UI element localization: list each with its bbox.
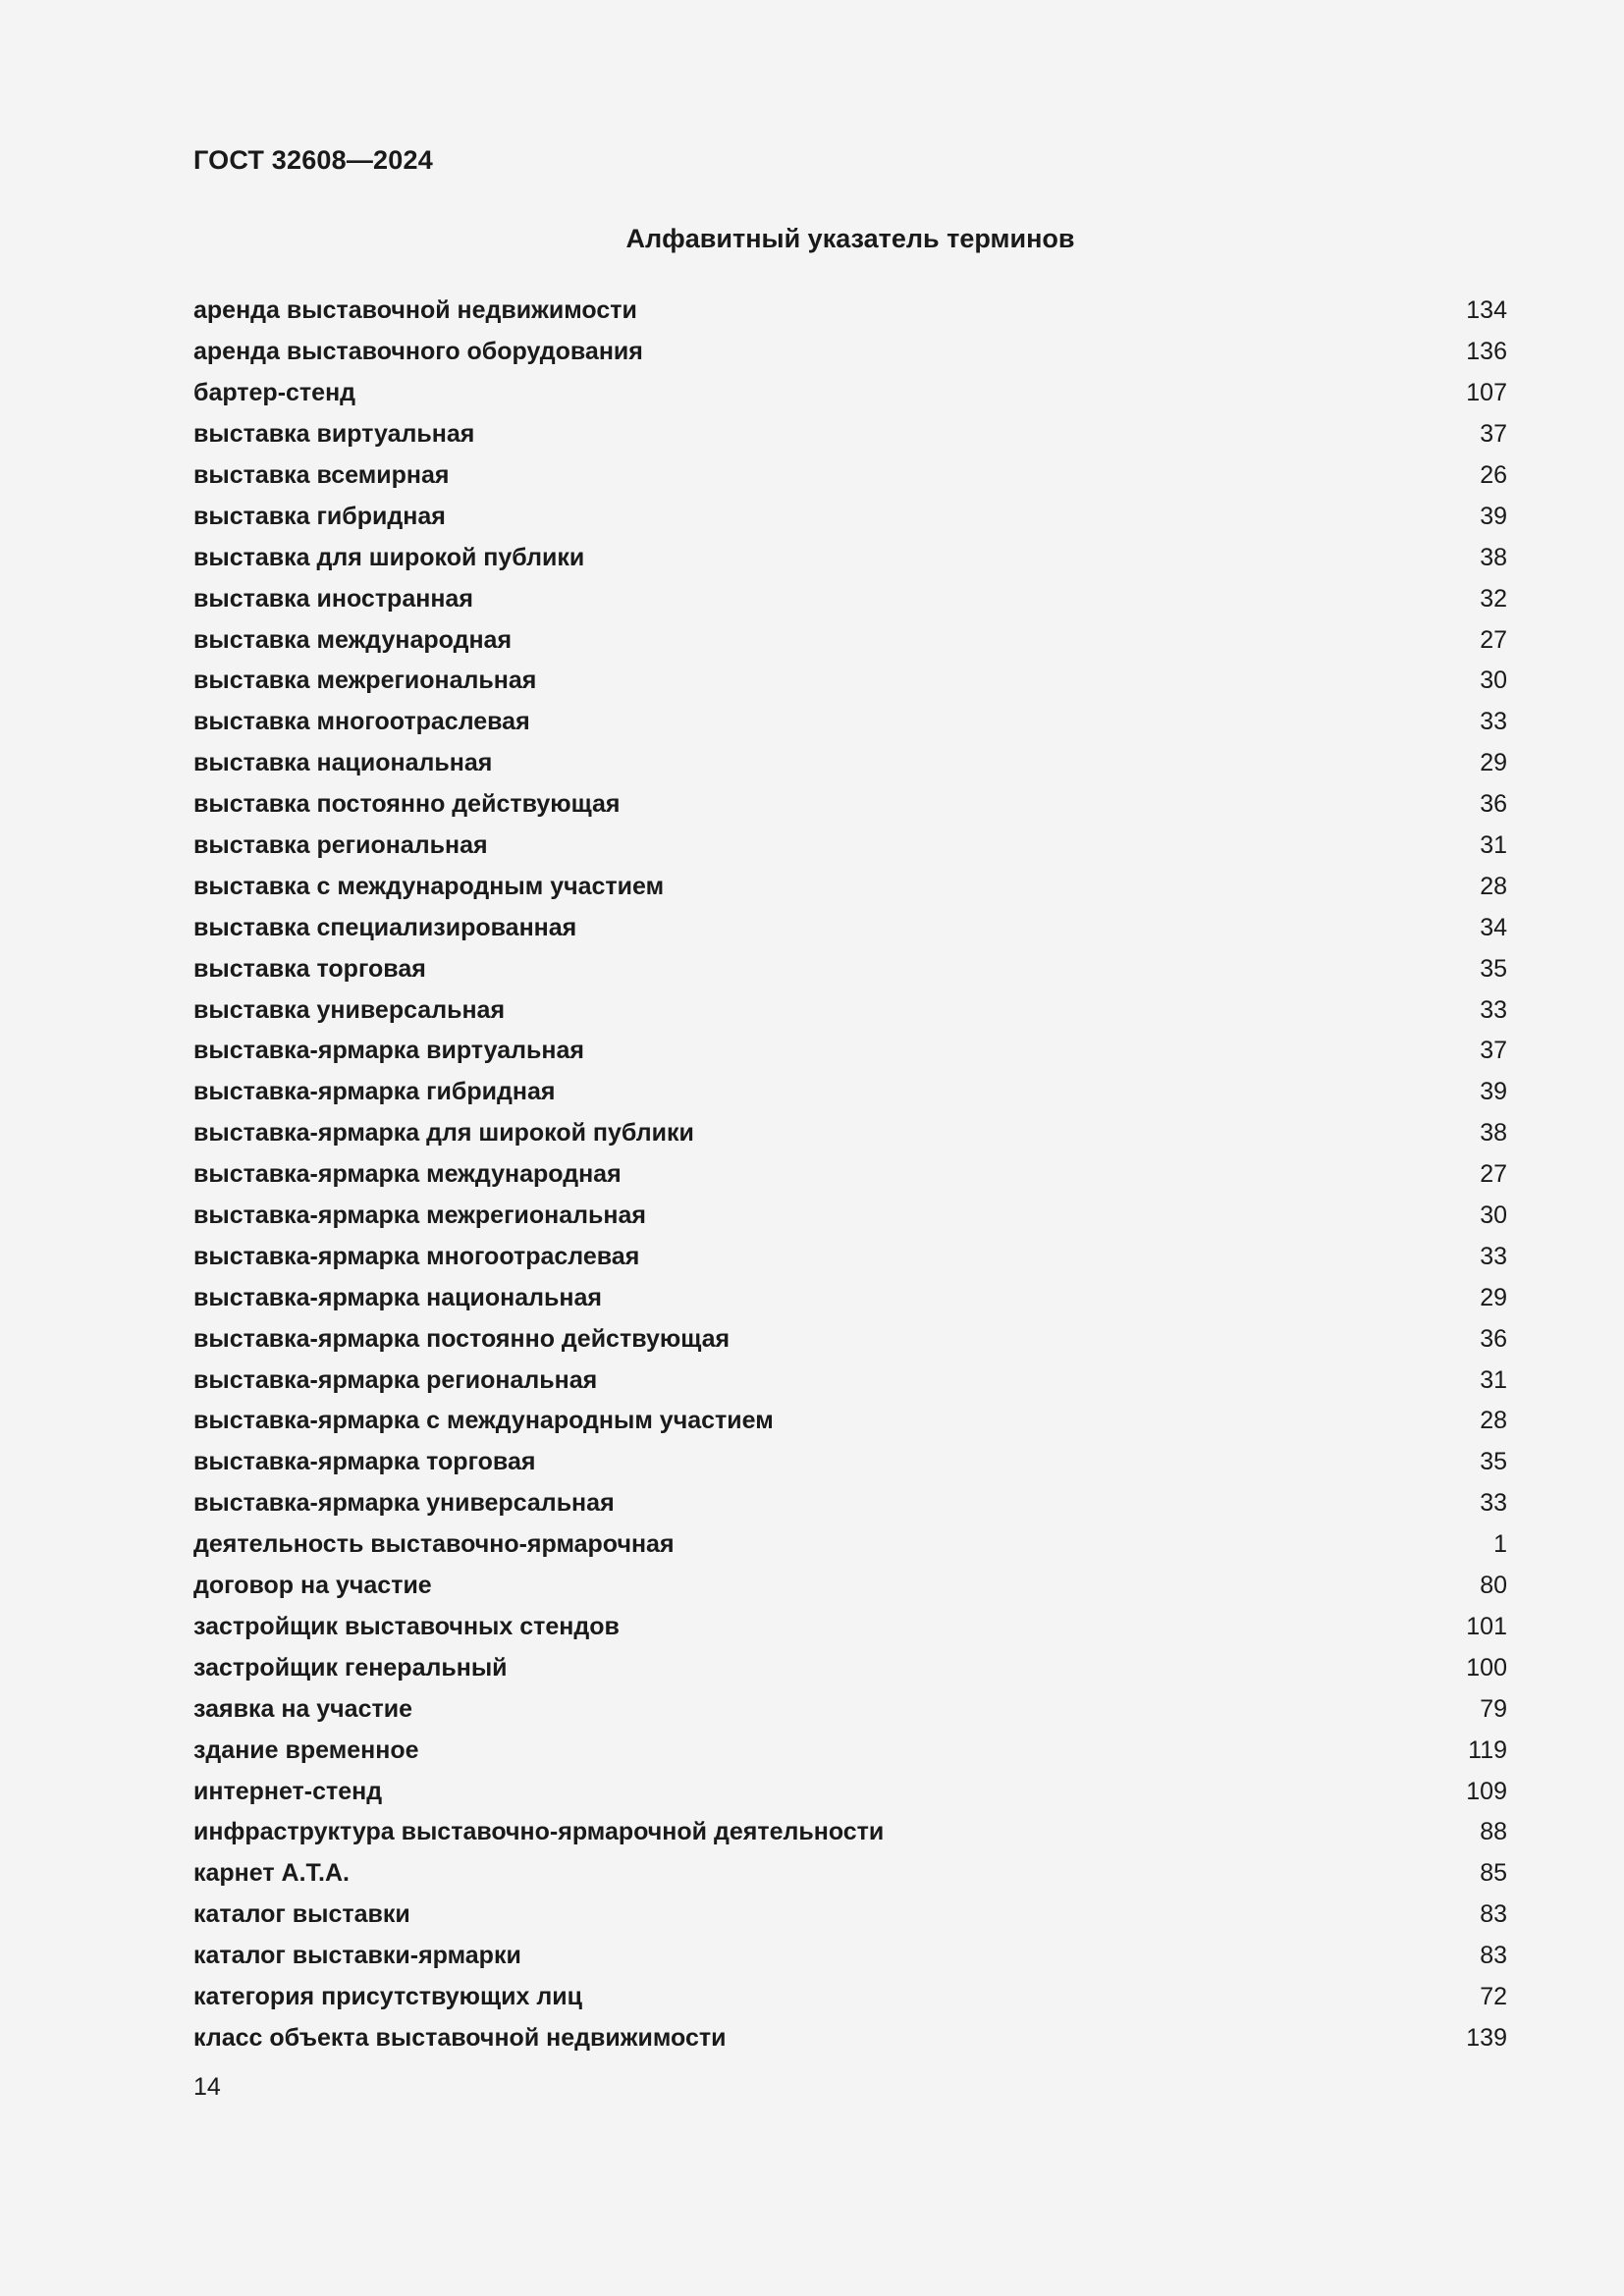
index-reference-number: 35 [1480, 954, 1507, 983]
index-reference-number: 31 [1480, 1365, 1507, 1394]
index-term: выставка региональная [193, 831, 488, 860]
index-term: застройщик выставочных стендов [193, 1612, 620, 1640]
index-term: здание временное [193, 1735, 419, 1764]
index-reference-number: 136 [1466, 338, 1507, 366]
index-reference-number: 38 [1480, 543, 1507, 571]
index-entry [193, 1360, 1507, 1401]
index-entry [193, 1812, 1507, 1853]
index-entry [193, 907, 1507, 948]
index-reference-number: 101 [1466, 1612, 1507, 1640]
index-term: карнет А.Т.А. [193, 1859, 350, 1888]
index-term: выставка с международным участием [193, 872, 665, 900]
index-reference-number: 109 [1466, 1777, 1507, 1805]
index-reference-number: 1 [1493, 1530, 1507, 1559]
index-entry [193, 1442, 1507, 1483]
index-reference-number: 85 [1480, 1859, 1507, 1888]
index-entry [193, 496, 1507, 537]
index-entry [193, 948, 1507, 989]
index-term: выставка-ярмарка многоотраслевая [193, 1242, 640, 1270]
index-entry [193, 1154, 1507, 1196]
index-reference-number: 31 [1480, 831, 1507, 860]
index-reference-number: 29 [1480, 1283, 1507, 1311]
index-term: заявка на участие [193, 1694, 413, 1723]
index-reference-number: 80 [1480, 1572, 1507, 1600]
index-term: выставка межрегиональная [193, 667, 537, 695]
standard-designation: ГОСТ 32608—2024 [193, 145, 433, 175]
index-reference-number: 79 [1480, 1694, 1507, 1723]
index-reference-number: 139 [1466, 2023, 1507, 2052]
index-reference-number: 30 [1480, 667, 1507, 695]
index-entry [193, 661, 1507, 702]
index-term: выставка-ярмарка универсальная [193, 1489, 615, 1518]
index-title: Алфавитный указатель терминов [625, 224, 1075, 253]
index-entry [193, 1072, 1507, 1113]
index-term: инфраструктура выставочно-ярмарочной деятельности [193, 1818, 885, 1846]
index-entry [193, 743, 1507, 784]
index-reference-number: 83 [1480, 1900, 1507, 1929]
index-entry [193, 1895, 1507, 1936]
index-reference-number: 107 [1466, 379, 1507, 407]
index-reference-number: 30 [1480, 1201, 1507, 1230]
index-entry [193, 1196, 1507, 1237]
index-entry [193, 1566, 1507, 1607]
index-reference-number: 38 [1480, 1119, 1507, 1148]
index-term: выставка многоотраслевая [193, 708, 530, 736]
index-entry [193, 1524, 1507, 1566]
index-term: выставка-ярмарка торговая [193, 1448, 536, 1476]
index-entry [193, 578, 1507, 619]
index-term: выставка торговая [193, 954, 426, 983]
index-term: выставка-ярмарка межрегиональная [193, 1201, 646, 1230]
index-reference-number: 72 [1480, 1982, 1507, 2010]
index-reference-number: 32 [1480, 584, 1507, 613]
index-reference-number: 83 [1480, 1942, 1507, 1970]
index-term: выставка постоянно действующая [193, 790, 621, 819]
index-reference-number: 33 [1480, 1489, 1507, 1518]
index-entry [193, 1113, 1507, 1154]
index-term: выставка иностранная [193, 584, 473, 613]
index-term: договор на участие [193, 1572, 432, 1600]
terms-index-list [193, 291, 1507, 2058]
index-reference-number: 29 [1480, 749, 1507, 777]
index-reference-number: 34 [1480, 913, 1507, 941]
index-term: выставка-ярмарка гибридная [193, 1078, 556, 1106]
index-reference-number: 88 [1480, 1818, 1507, 1846]
index-term: деятельность выставочно-ярмарочная [193, 1530, 675, 1559]
index-reference-number: 28 [1480, 1407, 1507, 1435]
index-entry [193, 784, 1507, 826]
index-reference-number: 27 [1480, 1160, 1507, 1189]
index-reference-number: 39 [1480, 1078, 1507, 1106]
index-reference-number: 27 [1480, 625, 1507, 654]
index-term: бартер-стенд [193, 379, 356, 407]
index-reference-number: 36 [1480, 790, 1507, 819]
index-entry [193, 537, 1507, 578]
index-term: выставка-ярмарка международная [193, 1160, 622, 1189]
index-term: выставка гибридная [193, 502, 446, 530]
index-entry [193, 1730, 1507, 1771]
index-term: категория присутствующих лиц [193, 1982, 582, 2010]
index-reference-number: 119 [1468, 1735, 1507, 1764]
index-term: выставка-ярмарка виртуальная [193, 1037, 584, 1065]
page-number: 14 [193, 2073, 221, 2101]
index-term: выставка для широкой публики [193, 543, 585, 571]
index-entry [193, 1031, 1507, 1072]
index-reference-number: 33 [1480, 1242, 1507, 1270]
index-term: каталог выставки-ярмарки [193, 1942, 521, 1970]
index-entry [193, 2017, 1507, 2058]
index-entry [193, 1277, 1507, 1318]
index-entry [193, 866, 1507, 907]
index-reference-number: 39 [1480, 502, 1507, 530]
index-reference-number: 26 [1480, 461, 1507, 489]
index-entry [193, 1647, 1507, 1688]
index-term: выставка-ярмарка постоянно действующая [193, 1324, 731, 1353]
index-reference-number: 33 [1480, 995, 1507, 1024]
index-term: выставка-ярмарка национальная [193, 1283, 602, 1311]
index-term: выставка-ярмарка региональная [193, 1365, 598, 1394]
index-term: выставка-ярмарка для широкой публики [193, 1119, 694, 1148]
index-reference-number: 37 [1480, 420, 1507, 449]
index-reference-number: 35 [1480, 1448, 1507, 1476]
index-term: выставка международная [193, 625, 513, 654]
index-entry [193, 989, 1507, 1031]
index-term: выставка виртуальная [193, 420, 475, 449]
index-entry [193, 1936, 1507, 1977]
index-reference-number: 33 [1480, 708, 1507, 736]
index-entry [193, 332, 1507, 373]
index-entry [193, 702, 1507, 743]
index-term: интернет-стенд [193, 1777, 383, 1805]
index-term: аренда выставочного оборудования [193, 338, 643, 366]
index-entry [193, 619, 1507, 661]
index-term: выставка всемирная [193, 461, 450, 489]
index-entry [193, 1401, 1507, 1442]
index-entry [193, 455, 1507, 497]
index-reference-number: 134 [1466, 296, 1507, 325]
index-reference-number: 28 [1480, 872, 1507, 900]
index-reference-number: 36 [1480, 1324, 1507, 1353]
index-entry [193, 1483, 1507, 1524]
index-term: выставка специализированная [193, 913, 577, 941]
index-reference-number: 100 [1466, 1653, 1507, 1682]
index-entry [193, 291, 1507, 332]
index-term: выставка национальная [193, 749, 493, 777]
index-term: класс объекта выставочной недвижимости [193, 2023, 727, 2052]
index-entry [193, 1607, 1507, 1648]
index-entry [193, 373, 1507, 414]
index-term: аренда выставочной недвижимости [193, 296, 637, 325]
index-entry [193, 1977, 1507, 2018]
index-term: каталог выставки [193, 1900, 410, 1929]
index-entry [193, 1688, 1507, 1730]
index-entry [193, 414, 1507, 455]
index-term: выставка-ярмарка с международным участием [193, 1407, 774, 1435]
index-reference-number: 37 [1480, 1037, 1507, 1065]
index-entry [193, 1771, 1507, 1812]
index-term: застройщик генеральный [193, 1653, 508, 1682]
index-entry [193, 1318, 1507, 1360]
index-entry [193, 1853, 1507, 1895]
index-entry [193, 826, 1507, 867]
index-entry [193, 1236, 1507, 1277]
index-term: выставка универсальная [193, 995, 506, 1024]
